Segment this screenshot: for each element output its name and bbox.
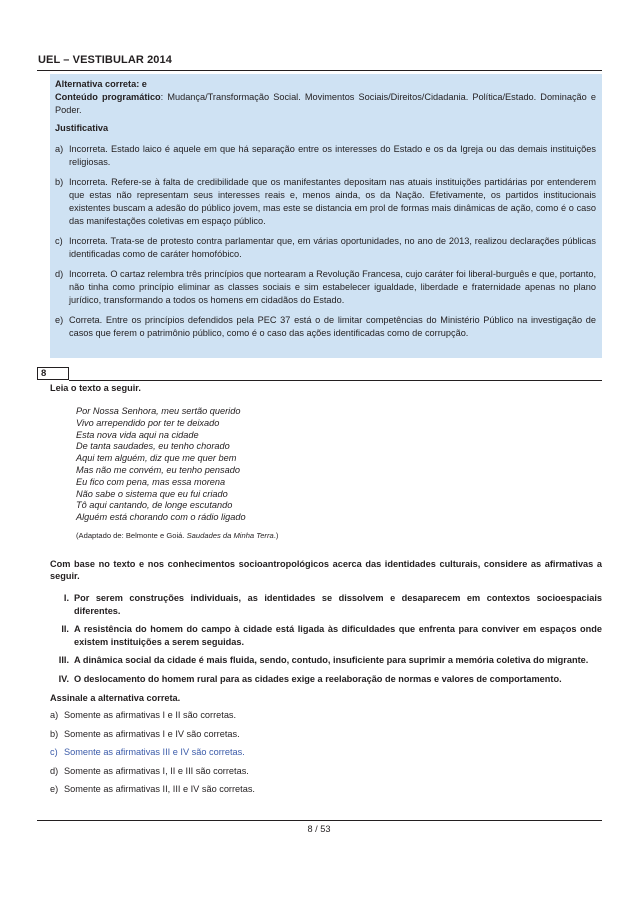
content-text: : Mudança/Transformação Social. Movimentos Sociais/Direitos/Cidadania. Política/Estado. Dominação e Poder.: [55, 92, 596, 115]
justification-item: [55, 268, 596, 307]
statement-item: [50, 623, 602, 648]
option-text: Somente as afirmativas I e II são corretas.: [64, 710, 237, 721]
justification-item: [55, 235, 596, 261]
page-header-title: UEL – VESTIBULAR 2014: [38, 54, 172, 66]
poem-line: De tanta saudades, eu tenho chorado: [76, 441, 230, 452]
justification-letter: e): [55, 315, 64, 325]
poem-line: Eu fico com pena, mas essa morena: [76, 476, 226, 487]
justification-letter: b): [55, 177, 64, 187]
statement-number: I.: [63, 593, 69, 604]
poem-line: Alguém está chorando com o rádio ligado: [76, 512, 246, 523]
source-title: Saudades da Minha Terra: [186, 530, 274, 540]
source-prefix: (Adaptado de: Belmonte e Goiá.: [76, 530, 187, 540]
poem-line: Mas não me convém, eu tenho pensado: [76, 464, 240, 475]
poem-line: Não sabe o sistema que eu fui criado: [76, 488, 228, 499]
option-letter: d): [50, 765, 59, 776]
option-a: [50, 709, 602, 721]
poem-line: Aqui tem alguém, diz que me quer bem: [76, 453, 237, 464]
statement-text: A resistência do homem do campo à cidade está ligada às dificuldades que enfrenta para conviver em espaços onde existem instituições a serem seguidas.: [74, 624, 602, 647]
option-c: [50, 746, 602, 758]
justification-item: [55, 143, 596, 169]
option-text: Somente as afirmativas III e IV são corretas.: [64, 747, 245, 758]
answer-key-box: [50, 74, 602, 358]
option-letter: b): [50, 728, 59, 739]
footer-divider: [37, 820, 602, 821]
statement-number: II.: [61, 624, 69, 635]
statement-text: O deslocamento do homem rural para as cidades exige a reelaboração de normas e valores de comportamento.: [74, 673, 562, 684]
option-letter: e): [50, 784, 59, 795]
source-suffix: .): [273, 530, 279, 540]
statement-text: Por serem construções individuais, as identidades se dissolvem e desaparecem em contextos socioespaciais diferentes.: [74, 593, 602, 616]
option-letter: a): [50, 710, 59, 721]
option-e: [50, 783, 602, 795]
statement-item: [50, 592, 602, 617]
option-b: [50, 728, 602, 740]
question-number: 8: [37, 367, 69, 380]
statement-item: [50, 673, 602, 686]
justification-text: Incorreta. Trata-se de protesto contra parlamentar que, em várias oportunidades, no ano de 2013, realizou declarações públicas identificadas como de caráter homofóbico.: [69, 236, 596, 259]
poem-line: Tô aqui cantando, de longe escutando: [76, 500, 233, 511]
option-text: Somente as afirmativas I, II e III são corretas.: [64, 765, 249, 776]
question-body: [50, 382, 602, 802]
poem-line: Vivo arrependido por ter te deixado: [76, 417, 220, 428]
statement-number: IV.: [58, 673, 69, 684]
justification-text: Incorreta. Refere-se à falta de credibilidade que os manifestantes depositam nas atuais instituições partidárias por entenderem que estas não representam seus interesses reais e, menos ainda, os da Nação. Efetivamente, os partidos institucionais existentes buscam a adesão do público jovem, mas este se distancia em prol de formas mais dinâmicas de ação, como é o caso das manifestações coletivas em espaço público.: [69, 177, 596, 226]
option-text: Somente as afirmativas II, III e IV são corretas.: [64, 784, 255, 795]
correct-answer-line: Alternativa correta: e: [55, 79, 147, 89]
justification-letter: c): [55, 236, 63, 246]
options-list: [50, 709, 602, 795]
option-letter: c): [50, 747, 58, 758]
statement-text: A dinâmica social da cidade é mais fluida, sendo, contudo, insuficiente para suprimir a memória coletiva do migrante.: [74, 655, 589, 666]
option-text: Somente as afirmativas I e IV são corretas.: [64, 728, 240, 739]
content-line: [55, 91, 596, 117]
header-divider: [37, 70, 602, 71]
question-intro: Leia o texto a seguir.: [50, 383, 141, 393]
statement-item: [50, 654, 602, 667]
justification-item: [55, 176, 596, 228]
poem-source: [76, 530, 602, 541]
page-number: 8 / 53: [307, 824, 331, 834]
poem-text: [76, 406, 602, 524]
justification-text: Incorreta. O cartaz relembra três princípios que nortearam a Revolução Francesa, cujo caráter foi liberal-burguês e que, portanto, não tinha como princípio eliminar as classes sociais e sim estabelecer igualdade, liberdade e fraternidade apenas no plano jurídico, transformando a todos os homens em cidadãos do Estado.: [69, 269, 597, 305]
statement-number: III.: [58, 655, 69, 666]
justification-title: Justificativa: [55, 123, 109, 133]
justification-text: Incorreta. Estado laico é aquele em que há separação entre os interesses do Estado e os da Igreja ou das demais instituições religiosas.: [69, 144, 596, 167]
question-prompt: Com base no texto e nos conhecimentos socioantropológicos acerca das identidades culturais, considere as afirmativas a seguir.: [50, 558, 602, 582]
content-label: Conteúdo programático: [55, 92, 161, 102]
answer-instruction: Assinale a alternativa correta.: [50, 693, 181, 704]
justification-text: Correta. Entre os princípios defendidos pela PEC 37 está o de limitar competências do Ministério Público na investigação de casos que ferem o patrimônio público, como é o caso das ações identificadas como de corrupção.: [69, 315, 596, 338]
poem-line: Por Nossa Senhora, meu sertão querido: [76, 406, 241, 416]
poem-line: Esta nova vida aqui na cidade: [76, 429, 199, 440]
justification-item: [55, 314, 596, 340]
option-d: [50, 765, 602, 777]
statements-list: [50, 592, 602, 685]
question-divider: [69, 380, 602, 381]
justification-letter: d): [55, 269, 64, 279]
justification-letter: a): [55, 144, 64, 154]
